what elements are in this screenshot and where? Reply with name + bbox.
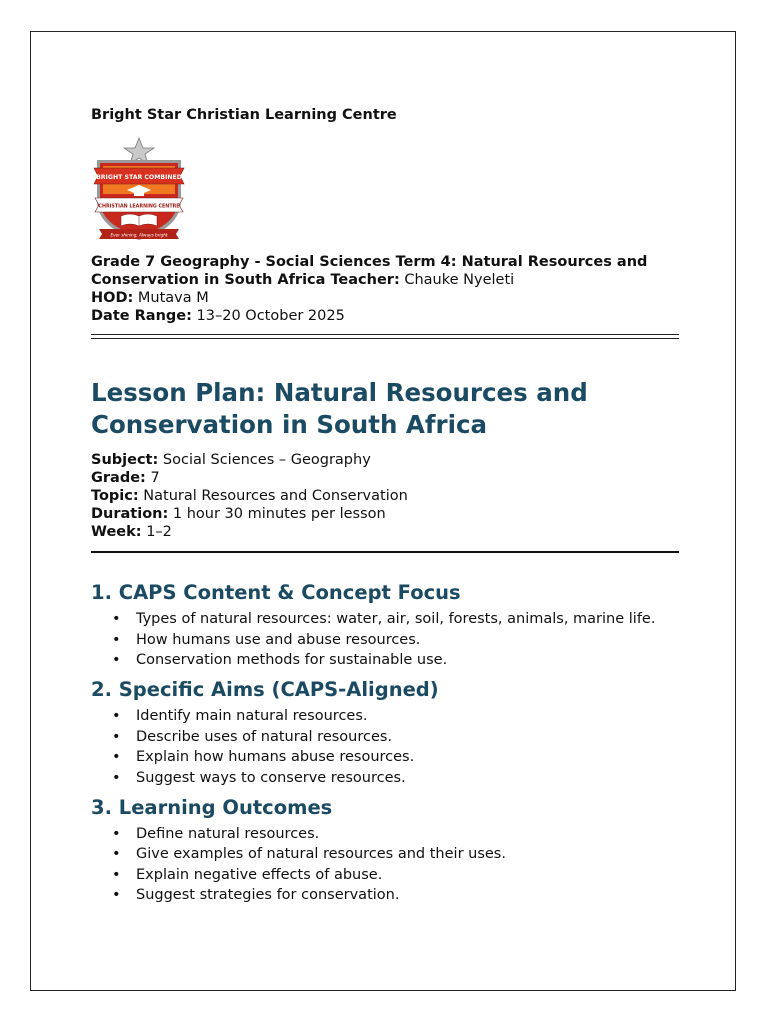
list-item-text: Suggest ways to conserve resources. bbox=[136, 769, 406, 786]
hod-line bbox=[91, 289, 679, 307]
section-heading-learning-outcomes: 3. Learning Outcomes bbox=[91, 795, 333, 819]
bullet: • bbox=[112, 749, 121, 765]
info-row bbox=[91, 469, 679, 487]
info-row bbox=[91, 451, 679, 469]
info-row bbox=[91, 505, 679, 523]
bullet: • bbox=[112, 631, 121, 648]
bullet: • bbox=[112, 728, 121, 745]
bullet: • bbox=[112, 652, 121, 668]
list-item-text: How humans use and abuse resources. bbox=[136, 631, 421, 648]
list-item bbox=[91, 770, 679, 787]
course-line bbox=[91, 253, 679, 289]
bullet: • bbox=[112, 825, 121, 842]
info-value: 1 hour 30 minutes per lesson bbox=[172, 506, 386, 522]
list-item-text: Describe uses of natural resources. bbox=[136, 728, 393, 745]
bullet: • bbox=[112, 866, 121, 883]
list-item-text: Suggest strategies for conservation. bbox=[136, 887, 400, 903]
list-item bbox=[91, 846, 679, 863]
logo-motto-text: Ever shining, Always bright bbox=[110, 232, 168, 238]
logo-middle-text: CHRISTIAN LEARNING CENTRE bbox=[98, 204, 180, 210]
date-range: 13–20 October 2025 bbox=[196, 308, 345, 324]
list-item-text: Explain how humans abuse resources. bbox=[136, 749, 415, 765]
document-content bbox=[91, 106, 679, 908]
list-item-text: Define natural resources. bbox=[136, 825, 320, 842]
list-item bbox=[91, 749, 679, 766]
list-item bbox=[91, 708, 679, 725]
info-label: Grade: bbox=[91, 470, 146, 486]
list-item-text: Identify main natural resources. bbox=[136, 708, 368, 724]
school-crest-logo bbox=[91, 136, 187, 244]
info-label: Duration: bbox=[91, 506, 169, 522]
list-item bbox=[91, 611, 679, 628]
course-label: Grade 7 Geography - Social Sciences Term 4: Natural Resources and Conservation in South Africa Teacher: bbox=[91, 254, 648, 288]
list-item bbox=[91, 826, 679, 843]
list-item-text: Explain negative effects of abuse. bbox=[136, 866, 383, 883]
bullet: • bbox=[112, 887, 121, 903]
section-heading-specific-aims: 2. Specific Aims (CAPS-Aligned) bbox=[91, 678, 439, 701]
info-value: 7 bbox=[150, 470, 160, 486]
section-divider bbox=[91, 551, 679, 553]
info-row bbox=[91, 523, 679, 541]
info-label: Subject: bbox=[91, 452, 159, 468]
document-page bbox=[30, 31, 736, 991]
list-item bbox=[91, 867, 679, 884]
date-label: Date Range: bbox=[91, 308, 192, 324]
hod-name: Mutava M bbox=[137, 290, 209, 306]
bullet: • bbox=[112, 769, 121, 786]
info-value: 1–2 bbox=[146, 524, 172, 540]
specific-aims-list bbox=[91, 708, 679, 787]
list-item bbox=[91, 652, 679, 669]
list-item bbox=[91, 632, 679, 649]
info-label: Week: bbox=[91, 524, 142, 540]
list-item bbox=[91, 887, 679, 904]
header-divider bbox=[91, 334, 679, 339]
bullet: • bbox=[112, 611, 121, 627]
bullet: • bbox=[112, 846, 121, 862]
lesson-title: Lesson Plan: Natural Resources and Conservation in South Africa bbox=[91, 378, 588, 439]
content-focus-list bbox=[91, 611, 679, 669]
info-row bbox=[91, 487, 679, 505]
section-heading-content-focus: 1. CAPS Content & Concept Focus bbox=[91, 581, 461, 604]
document-meta bbox=[91, 253, 679, 325]
bullet: • bbox=[112, 708, 121, 724]
teacher-name: Chauke Nyeleti bbox=[404, 272, 515, 288]
date-line bbox=[91, 307, 679, 325]
list-item-text: Conservation methods for sustainable use. bbox=[136, 652, 448, 668]
info-label: Topic: bbox=[91, 488, 139, 504]
info-value: Social Sciences – Geography bbox=[162, 452, 371, 468]
learning-outcomes-list bbox=[91, 826, 679, 905]
school-name: Bright Star Christian Learning Centre bbox=[91, 107, 397, 123]
list-item bbox=[91, 729, 679, 746]
list-item-text: Types of natural resources: water, air, soil, forests, animals, marine life. bbox=[136, 611, 656, 627]
logo-top-text: BRIGHT STAR COMBINED bbox=[96, 174, 182, 181]
hod-label: HOD: bbox=[91, 290, 134, 306]
lesson-info bbox=[91, 451, 679, 541]
info-value: Natural Resources and Conservation bbox=[143, 488, 408, 504]
list-item-text: Give examples of natural resources and their uses. bbox=[136, 846, 506, 862]
